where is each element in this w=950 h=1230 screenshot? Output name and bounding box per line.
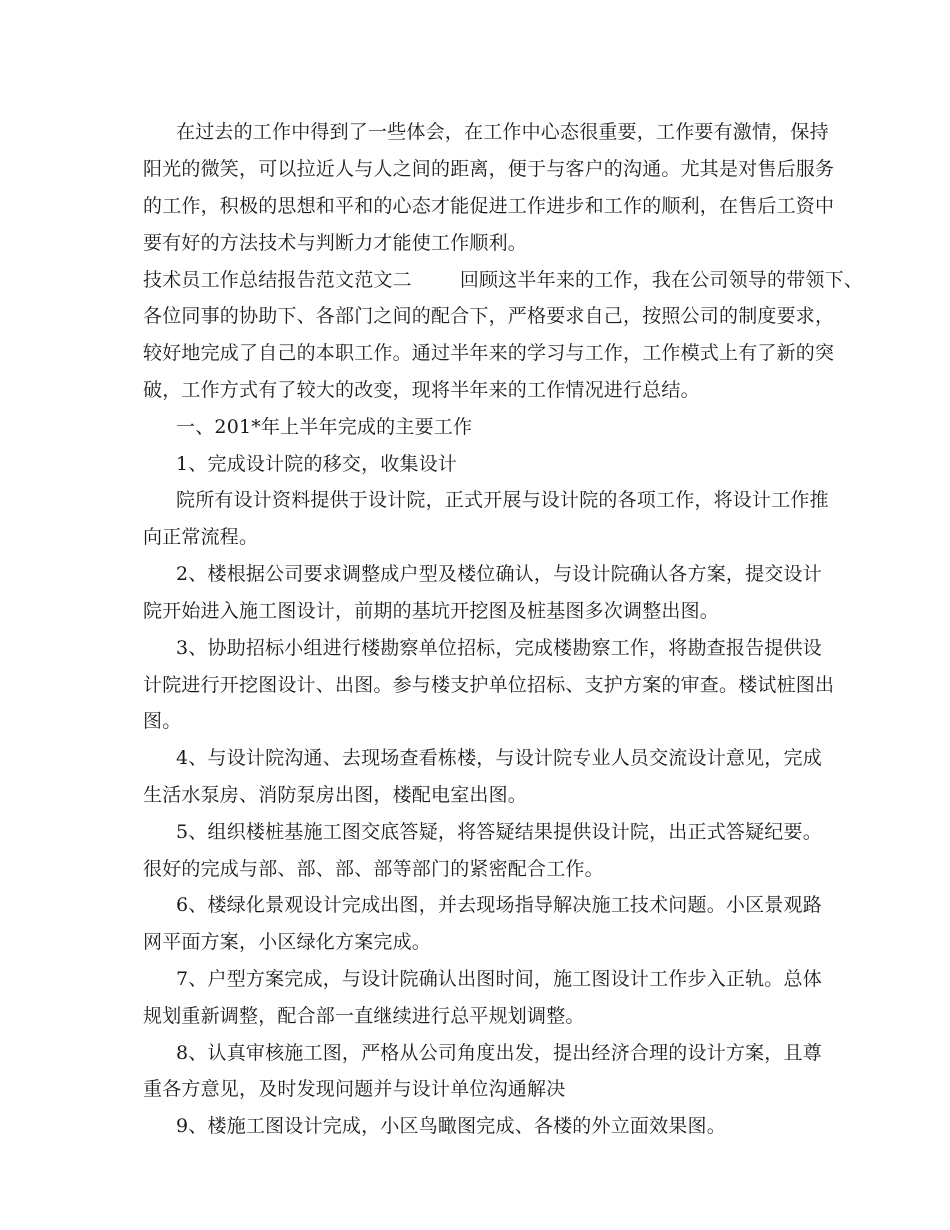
text-line: 院开始进入施工图设计，前期的基坑开挖图及桩基图多次调整出图。 — [143, 600, 720, 622]
text-line: 计院进行开挖图设计、出图。参与楼支护单位招标、支护方案的审查。楼试桩图出 — [143, 674, 835, 696]
text-line: 院所有设计资料提供于设计院，正式开展与设计院的各项工作，将设计工作推 — [176, 489, 829, 511]
text-line: 向正常流程。 — [143, 526, 259, 548]
list-item: 3、协助招标小组进行楼勘察单位招标，完成楼勘察工作，将勘查报告提供设 — [176, 637, 822, 659]
text-line: 在过去的工作中得到了一些体会，在工作中心态很重要，工作要有激情，保持 — [176, 121, 829, 143]
section-heading-line — [143, 268, 863, 292]
text-line: 很好的完成与部、部、部、部等部门的紧密配合工作。 — [143, 858, 604, 880]
list-item: 2、楼根据公司要求调整成户型及楼位确认，与设计院确认各方案，提交设计 — [176, 563, 822, 585]
text-line: 要有好的方法技术与判断力才能使工作顺利。 — [143, 232, 528, 254]
text-line: 图。 — [143, 710, 182, 732]
text-line: 阳光的微笑，可以拉近人与人之间的距离，便于与客户的沟通。尤其是对售后服务 — [143, 158, 835, 180]
text-line: 破，工作方式有了较大的改变，现将半年来的工作情况进行总结。 — [143, 379, 700, 401]
text-line: 重各方意见，及时发现问题并与设计单位沟通解决 — [143, 1078, 566, 1100]
list-item: 7、户型方案完成，与设计院确认出图时间，施工图设计工作步入正轨。总体 — [176, 968, 822, 990]
text-line: 的工作，积极的思想和平和的心态才能促进工作进步和工作的顺利，在售后工资中 — [143, 195, 835, 217]
list-item: 8、认真审核施工图，严格从公司角度出发，提出经济合理的设计方案，且尊 — [176, 1042, 822, 1064]
list-item: 6、楼绿化景观设计完成出图，并去现场指导解决施工技术问题。小区景观路 — [176, 894, 822, 916]
section-heading: 技术员工作总结报告范文范文二 — [143, 269, 412, 291]
list-item: 4、与设计院沟通、去现场查看栋楼，与设计院专业人员交流设计意见，完成 — [176, 747, 822, 769]
text-line: 生活水泵房、消防泵房出图，楼配电室出图。 — [143, 784, 528, 806]
text-line: 网平面方案，小区绿化方案完成。 — [143, 931, 432, 953]
subheading: 一、201*年上半年完成的主要工作 — [176, 416, 473, 438]
text-line-continuation: 回顾这半年来的工作，我在公司领导的带领下、 — [459, 269, 864, 291]
list-item: 5、组织楼桩基施工图交底答疑，将答疑结果提供设计院，出正式答疑纪要。 — [176, 821, 822, 843]
list-item: 9、楼施工图设计完成，小区鸟瞰图完成、各楼的外立面效果图。 — [176, 1115, 726, 1137]
list-item: 1、完成设计院的移交，收集设计 — [176, 453, 458, 475]
text-line: 较好地完成了自己的本职工作。通过半年来的学习与工作，工作模式上有了新的突 — [143, 342, 835, 364]
text-line: 各位同事的协助下、各部门之间的配合下，严格要求自己，按照公司的制度要求， — [143, 305, 835, 327]
text-line: 规划重新调整，配合部一直继续进行总平规划调整。 — [143, 1005, 585, 1027]
